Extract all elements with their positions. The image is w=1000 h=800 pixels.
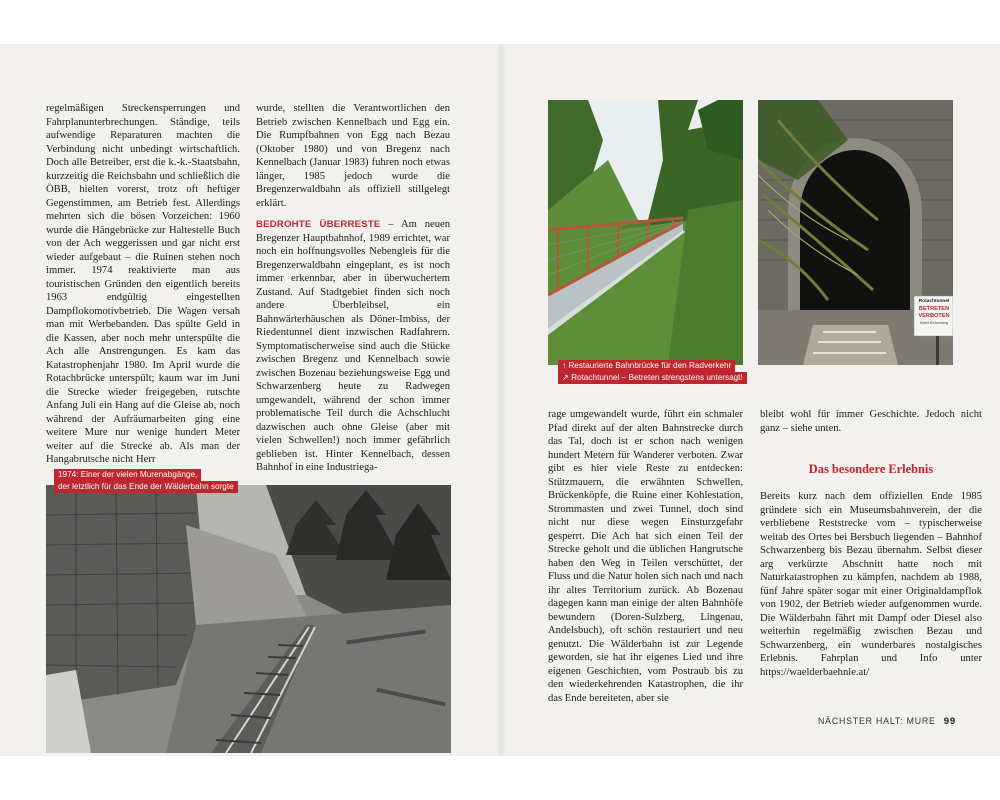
box-body: Bereits kurz nach dem offiziellen Ende 1985 gründete sich ein Museumsbahnverein, der die verbliebene Reststrecke vom – typischerweise weitab des Ortes bei Bersbuch liegenden – Bahnhof Schwarzenberg bis Bezau übernahm. Selbst dieser arg verkürzte Abschnitt hatte noch mit Naturkatastrophen zu kämpfen, nachdem ab 1988, fünf Jahre später sogar mit einer Originaldampflok von 1902, der Betrieb wieder aufgenommen wurde. Die Wälderbahn fährt mit Dampf oder Diesel also weiterhin regelmäßig zwischen Bezau und Schwarzenberg, ein wunderbares nostalgisches Erlebnis. Fahrplan und Info unter https://waelderbaehnle.at/ <box>760 491 982 678</box>
caption-tunnel: ↗ Rotachtunnel – Betreten strengstens untersagt! <box>558 372 747 384</box>
col2-body-bottom: – Am neuen Bregenzer Hauptbahnhof, 1989 errichtet, war noch ein hoffnungsvolles Nebengleis für die Bregenzerwaldbahn eingeplant, es ist noch immer erkennbar, aber in überwuchertem Zustand. Auf Stadtgebiet finden sich noch andere Überbleibsel, ein Bahnwärterhäuschen als Döner-Imbiss, der Riedentunnel dient inzwischen Radfahrern. Symptomatischerweise sind auch die Stücke zwischen Bregenz und Kennelbach sowie zwischen Bozenau beziehungsweise Egg und Schwarzenberg heute zu Radwegen umgewandelt, während der schon immer problematische Teil durch die Achschlucht dazwischen auch ohne Gleise (aber mit vielen Schwellen!) noch immer gefährlich geblieben ist. Hinter Kennelbach, dessen Bahnhof in eine Industriega- <box>256 219 450 473</box>
caption-mudslide-line2: der letztlich für das Ende der Wälderbahn sorgte <box>54 481 238 493</box>
column-2 <box>256 102 450 475</box>
tunnel-photo <box>758 100 953 365</box>
col4-body-top: bleibt wohl für immer Geschichte. Jedoch nicht ganz – siehe unten. <box>760 409 982 434</box>
col2-body-top: wurde, stellten die Verantwortlichen den Betrieb zwischen Kennelbach und Egg ein. Die Rumpfbahnen von Egg nach Bezau (Oktober 1980) und von Bregenz nach Kennelbach (Januar 1983) fuhren noch etwas länger, 1985 jedoch wurde die Bregenzerwaldbahn als offiziell stillgelegt erklärt. <box>256 103 450 209</box>
column-4 <box>760 408 982 435</box>
col2-body-section <box>256 218 450 475</box>
sign-text-line4: Markt Eichenberg <box>919 321 949 325</box>
box-heading-erlebnis: Das besondere Erlebnis <box>808 462 934 476</box>
page-number: 99 <box>943 716 956 727</box>
column-3 <box>548 408 743 705</box>
info-box <box>760 490 982 679</box>
bridge-photo <box>548 100 743 365</box>
sign-text-line2: BETRETEN <box>918 306 950 312</box>
page-gutter <box>496 44 506 756</box>
col1-body: regelmäßigen Streckensperrungen und Fahrplanunterbrechungen. Ständige, teils aufwendige Reparaturen machten die Verbindung nicht unbedingt wirtschaftlich. Doch alle Betreiber, erst die k.-k.-Staatsbahn, kurzzeitig die Reichsbahn und schließlich die ÖBB, hielten vorerst, trotz oft heftiger Gegenstimmen, am Betrieb fest. Allerdings mehrten sich die bösen Vorzeichen: 1960 wurde die Hängebrücke zur Haltestelle Buch von der Ach weggerissen und gar nicht erst wieder aufgebaut – die Ruinen stehen noch immer. 1974 reaktivierte man aus touristischen Gründen den eigentlich bereits 1963 endgültig eingestellten Dampflokomotivbetrieb. Die Wagen versah man mit Werbebanden. Das spülte Geld in die Kassen, aber noch mehr unterspülte die Ach alle Anstrengungen. Es kam das Katastrophenjahr 1980. Im April wurde die Rotachbrücke unterspült; kaum war im Juni die Strecke wieder freigegeben, rutschte Anfang Juli ein Hang auf die Gleise ab, noch während der Aufräumarbeiten ging eine weitere Mure nur wenige hundert Meter weiter auf die Strecke ab. Als man der Hangabrutsche nicht Herr <box>46 103 240 465</box>
page-footer <box>818 716 956 727</box>
running-footer-label: NÄCHSTER HALT: MURE <box>818 716 936 726</box>
sign-text-line3: VERBOTEN <box>918 313 950 319</box>
col3-body: rage umgewandelt wurde, führt ein schmaler Pfad direkt auf der alten Bahnstrecke durch das Tal, doch ist er schon nach wenigen hundert Metern für Wanderer verboten. Zwar gibt es hier viele Reste zu entdecken: Stützmauern, die erwähnten Schwellen, Brückenköpfe, die Ruine einer Kohlestation, Strommasten und zwei Tunnel, doch sind nicht nur diese wegen Einsturzgefahr gesperrt. Die Ach hat sich einen Teil der Strecke geholt und die üblichen Hangrutsche haben den Weg in Teilen verschüttet, der Fluss und die Natur holen sich nach und nach ihr altes Territorium zurück. Ab Bozenau dagegen kann man einige der alten Bahnhöfe bewundern (Doren-Sulzberg, Lingenau, Andelsbuch), oft schön restauriert und neu genutzt. Die Wälderbahn ist zur Legende geworden, sie hat ihr eigenes Lied und ihre eigenen Geschichten, vom Postraub bis zu den wiederkehrenden Katastrophen, die ihr das Ende bereiteten, aber sie <box>548 409 743 704</box>
mudslide-photo <box>46 485 451 753</box>
caption-mudslide-line1: 1974: Einer der vielen Murenabgänge, <box>54 469 201 481</box>
magazine-spread <box>0 44 1000 756</box>
section-heading-bedrohte: BEDROHTE ÜBERRESTE <box>256 219 381 230</box>
caption-bridge: ↑ Restaurierte Bahnbrücke für den Radverkehr <box>558 360 735 372</box>
tunnel-sign <box>916 298 952 327</box>
sign-text-line1: Rotachtunnel <box>918 299 950 304</box>
column-1 <box>46 102 240 467</box>
